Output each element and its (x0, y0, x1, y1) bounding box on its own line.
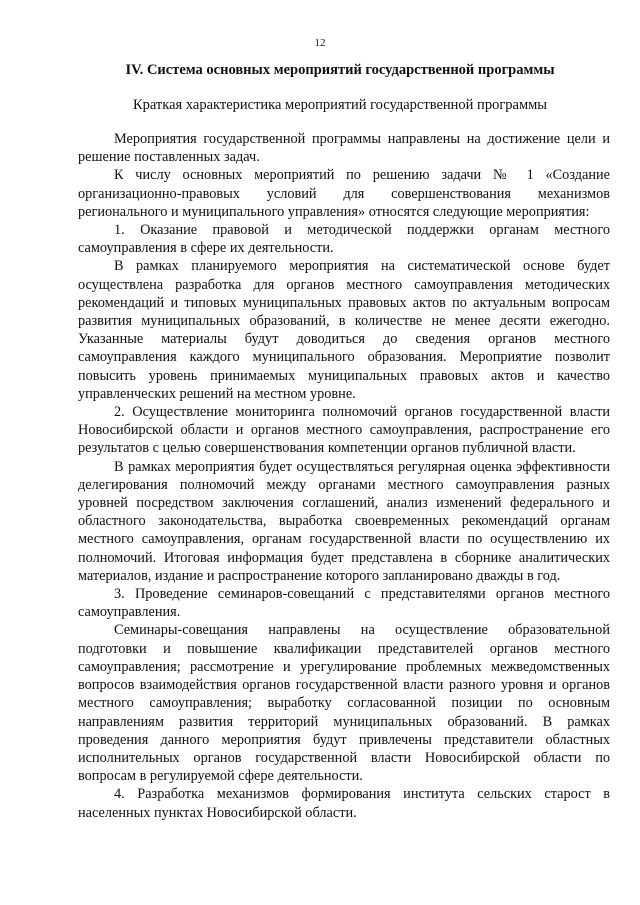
paragraph: В рамках мероприятия будет осуществляться регулярная оценка эффективности делегирования полномочий между органами местного самоуправления разных уровней посредством заключения соглашений, анализ изменений федерального и областного законодательства, выработка своевременных рекомендаций органам местного самоуправления, органам государственной власти по осуществлению их полномочий. Итоговая информация будет представлена в сборнике аналитических материалов, издание и распространение которого запланировано дважды в год. (78, 458, 610, 584)
paragraph: Семинары-совещания направлены на осуществление образовательной подготовки и повышение квалификации представителей органов местного самоуправления; рассмотрение и урегулирование проблемных межведомственных вопросов взаимодействия органов государственной власти разного уровня и органов местного самоуправления; выработку согласованной позиции по основным направлениям развития территорий муниципальных образований. В рамках проведения данного мероприятия будут привлечены представители областных исполнительных органов государственной власти Новосибирской области по вопросам в регулируемой сфере деятельности. (78, 622, 610, 785)
body-text (78, 130, 610, 822)
section-title: IV. Система основных мероприятий государственной программы (125, 62, 555, 78)
paragraph: 1. Оказание правовой и методической поддержки органам местного самоуправления в сфере их деятельности. (78, 222, 610, 257)
section-subtitle: Краткая характеристика мероприятий государственной программы (132, 97, 548, 113)
paragraph: К числу основных мероприятий по решению задачи № 1 «Создание организационно-правовых условий для совершенствования механизмов регионального и муниципального управления» относятся следующие мероприятия: (78, 167, 610, 220)
paragraph: В рамках планируемого мероприятия на систематической основе будет осуществлена разработка для органов местного самоуправления методических рекомендаций и типовых муниципальных правовых актов по актуальным вопросам развития муниципальных образований, в количестве не менее десяти ежегодно. Указанные материалы будут доводиться до сведения органов местного самоуправления каждого муниципального образования. Мероприятие позволит повысить уровень принимаемых муниципальных правовых актов и качество управленческих решений на местном уровне. (78, 258, 610, 402)
paragraph: 3. Проведение семинаров-совещаний с представителями органов местного самоуправления. (78, 586, 610, 621)
page-number: 12 (314, 37, 326, 49)
paragraph: 4. Разработка механизмов формирования института сельских старост в населенных пунктах Новосибирской области. (78, 786, 610, 821)
paragraph: Мероприятия государственной программы направлены на достижение цели и решение поставленных задач. (78, 131, 610, 166)
paragraph: 2. Осуществление мониторинга полномочий органов государственной власти Новосибирской области и органов местного самоуправления, распространение его результатов с целью совершенствования компетенции органов публичной власти. (78, 404, 610, 457)
